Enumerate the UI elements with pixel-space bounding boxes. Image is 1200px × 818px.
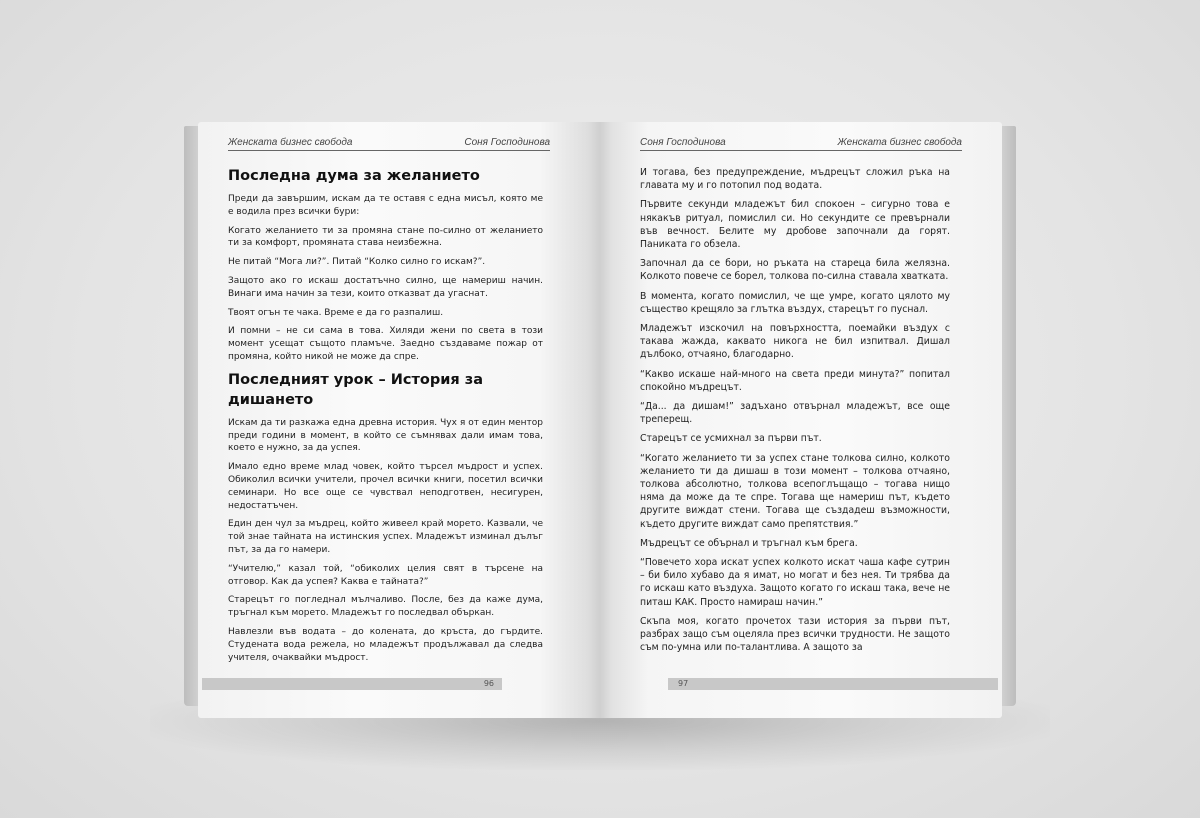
- left-page-header: [228, 132, 550, 151]
- paragraph: Не питай “Мога ли?”. Питай “Колко силно го искам?”.: [228, 257, 486, 268]
- right-page-content: [640, 166, 950, 661]
- paragraph: Защото ако го искаш достатъчно силно, ще намериш начин. Винаги има начин за тези, които отказват да угаснат.: [228, 275, 543, 299]
- paragraph: “Да... да дишам!” задъхано отвърнал младежът, все още треперещ.: [640, 401, 950, 426]
- section-heading: Последна дума за желанието: [228, 168, 480, 184]
- header-author: Соня Господинова: [640, 137, 726, 148]
- paragraph: Искам да ти разкажа една древна история. Чух я от един ментор преди години в момент, в който се съмнявах дали имам това, което е нужно, за да успея.: [228, 417, 543, 454]
- left-page-content: [228, 166, 543, 670]
- section-heading: Последният урок – История за дишането: [228, 371, 483, 408]
- paragraph: “Повечето хора искат успех колкото искат чаша кафе сутрин – би било хубаво да я имат, но могат и без нея. Ти трябва да го искаш като въздуха. Защото когато го искаш така, вече не питаш КАК. Просто намираш начин.”: [640, 557, 950, 608]
- paragraph: Имало едно време млад човек, който търсел мъдрост и успех. Обиколил всички учители, прочел всички книги, посетил всички семинари. Но все още се чувствал неподготвен, несигурен, недостатъчен.: [228, 462, 543, 511]
- header-book-title: Женската бизнес свобода: [837, 137, 962, 148]
- paragraph: Скъпа моя, когато прочетох тази история за първи път, разбрах защо съм оцеляла през всички трудности. Не защото съм по-умна или по-талантлива. А защото за: [640, 615, 950, 654]
- paragraph: Преди да завършим, искам да те оставя с една мисъл, която ме е водила през всички бури:: [228, 194, 543, 217]
- paragraph: “Когато желанието ти за успех стане толкова силно, колкото желанието ти да дишаш в този момент – толкова отчаяно, толкова абсолютно, толкова всепоглъщащо – тогава нищо няма да може да те спре. Тогава ще намериш път, където другите виждат стени. Тогава ще създадеш възможности, където другите виждат само препятствия.”: [640, 452, 950, 530]
- paragraph: Мъдрецът се обърнал и тръгнал към брега.: [640, 537, 858, 549]
- paragraph: Първите секунди младежът бил спокоен – сигурно това е някакъв ритуал, помислил си. Но секундите се превърнали във вечност. Белите му дробове започнали да горят. Паниката го обзела.: [640, 199, 950, 251]
- paragraph: Старецът го погледнал мълчаливо. После, без да каже дума, тръгнал към морето. Младежът го последвал объркан.: [228, 595, 543, 619]
- left-page: [198, 122, 600, 718]
- paragraph: Старецът се усмихнал за първи път.: [640, 433, 822, 445]
- page-number: 97: [678, 679, 689, 688]
- right-page: [600, 122, 1002, 718]
- page-number: 96: [483, 679, 494, 688]
- paragraph: Навлезли във водата – до колената, до кръста, до гърдите. Студената вода режела, но младежът продължавал да следва учителя, очаквайки мъдрост.: [228, 626, 543, 663]
- paragraph: “Учителю,” казал той, “обиколих целия свят в търсене на отговор. Как да успея? Каква е тайната?”: [228, 563, 543, 587]
- paragraph: В момента, когато помислил, че ще умре, когато цялото му същество крещяло за глътка въздух, старецът го пуснал.: [640, 290, 950, 315]
- paragraph: Младежът изскочил на повърхността, поемайки въздух с такава жажда, каквато никога не бил изпитвал. Дишал дълбоко, отчаяно, благодарно.: [640, 323, 950, 361]
- right-page-header: [640, 132, 962, 151]
- paragraph: Твоят огън те чака. Време е да го разпалиш.: [228, 307, 444, 318]
- paragraph: Когато желанието ти за промяна стане по-силно от желанието ти за комфорт, промяната става неизбежна.: [228, 225, 543, 249]
- paragraph: И помни – не си сама в това. Хиляди жени по света в този момент усещат същото пламъче. Заедно създаваме пожар от промяна, който никой не може да спре.: [228, 326, 543, 362]
- right-page-footer: [668, 678, 998, 690]
- paragraph: Започнал да се бори, но ръката на стареца била желязна. Колкото повече се борел, толкова по-силна ставала хватката.: [640, 258, 950, 283]
- left-page-footer: [202, 678, 502, 690]
- header-book-title: Женската бизнес свобода: [228, 137, 353, 148]
- paragraph: Един ден чул за мъдрец, който живеел край морето. Казвали, че той знае тайната на истинския успех. Младежът изминал дълъг път, за да го намери.: [228, 519, 543, 555]
- paragraph: “Какво искаше най-много на света преди минута?” попитал спокойно мъдрецът.: [640, 368, 950, 393]
- paragraph: И тогава, без предупреждение, мъдрецът сложил ръка на главата му и го потопил под водата.: [640, 167, 950, 192]
- header-author: Соня Господинова: [464, 137, 550, 148]
